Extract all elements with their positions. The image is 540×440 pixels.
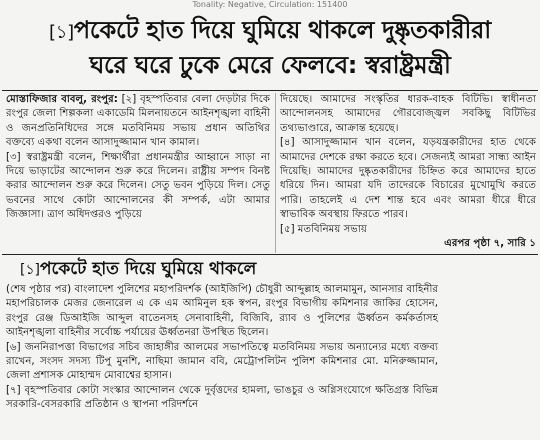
continuation-column [6,283,438,413]
continuation-headline-text: পকেটে হাত দিয়ে ঘুমিয়ে থাকলে [40,259,257,279]
column-divider [275,93,276,253]
paragraph-3: [৪] আসাদুজ্জামান খান বলেন, যড়যন্ত্রকারীদের হাত থেকে আমাদের দেশকে রক্ষা করতে হবে। সেজন্যই আমরা সান্ধ্য আইন দিয়েছি। আমাদের দুষ্কৃতকারীদের চিহ্নিত করে আমাদের হাতে ধরিয়ে দিন। আমরা যদি তাদেরকে বিচারের মুখোমুখি করতে পারি। তাহলেই এ দেশ শান্ত হবে এবং আমরা ধীরে ধীরে স্বাভাবিক অবস্থায় ফিরতে পারব। [280,137,536,221]
continuation-paragraph-1: (শেষ পৃষ্ঠার পর) বাংলাদেশ পুলিশের মহাপরিদর্শক (আইজিপি) চৌধুরী আব্দুল্লাহ আলমামুন, আনসার বাহিনীর মহাপরিচালক মেজর জেনারেল এ কে এম আমিনুল হক স্বপন, রংপুর বিভাগীয় কমিশনার জাকির হোসেন, রংপুর রেঞ্জ ডিআইজি আব্দুল বাতেনসহ সেনাবাহিনী, বিজিবি, র‍্যাব ও পুলিশের ঊর্ধ্বতন কর্মকর্তাসহ আইনশৃঙ্খলা বাহিনীর সর্বোচ্চ পর্যায়ের ঊর্ধ্বতনরা উপস্থিত ছিলেন। [6,284,438,339]
continuation-headline [20,258,500,281]
headline-rule [2,90,538,91]
headline-line-1-text: পকেটে হাত দিয়ে ঘুমিয়ে থাকলে দুষ্কৃতকারীরা [73,16,491,44]
byline: মোস্তাফিজার বাবলু, রংপুর: [6,94,118,105]
headline-line-2: ঘরে ঘরে ঢুকে মেরে ফেলবে: স্বরাষ্ট্রমন্ত্রী [89,51,451,79]
paragraph-marker: [১] [49,22,74,43]
paragraph-4: [৫] মতবিনিময় সভায় [280,223,367,235]
paragraph-1 [6,93,270,151]
paragraph-2-cont: দিয়েছে। আমাদের সংস্কৃতির ধারক-বাহক বিটিভি। স্বাধীনতা আন্দোলনসহ আমাদের গৌরবোজ্জ্বল সবকিছু বিটিভির তথ্যভাণ্ডারে, আক্রান্ত হয়েছে। [280,94,536,134]
continued-on-note: এরপর পৃষ্ঠা ৭, সারি ১ [444,238,536,250]
continuation-marker: [১] [20,262,41,278]
continuation-paragraph-2: [৬] জননিরাপত্তা বিভাগের সচিব জাহাঙ্গীর আলমের সভাপতিত্বে মতবিনিময় সভায় অন্যান্যের মধ্যে বক্তব্য রাখেন, সংসদ সদস্য টিপু মুনশি, নাছিমা জামান ববি, মেট্রোপলিটন পুলিশ কমিশনার মো. মনিরুজ্জামান, জেলা প্রশাসক মোহাম্মদ মোবাশ্বের হাসান। [6,341,438,382]
paragraph-2: [৩] স্বরাষ্ট্রমন্ত্রী বলেন, শিক্ষার্থীরা প্রধানমন্ত্রীর আহ্বানে সাড়া না দিয়ে ভাড়াটের আন্দোলন শুরু করে দিলেন। রাষ্ট্রীয় সম্পদ বিনষ্ট করার আন্দোলন শুরু করে দিলেন। সেতু ভবন পুড়িয়ে দিল। সেতু ভবনের সাথে কোটা আন্দোলনের কী সম্পর্ক, এটা আমার জিজ্ঞাসা। ত্রাণ অধিদপ্তরও পুড়িয়ে [6,151,270,221]
headline-line-1 [6,14,534,49]
article-headline [6,14,534,82]
section-separator [2,254,538,255]
article-column-right [280,93,536,251]
paragraph-1-text: [২] বৃহস্পতিবার বেলা দেড়টার দিকে রংপুর জেলা শিল্পকলা একাডেমি মিলনায়তনে আইনশৃঙ্খলা বাহিনী ও জনপ্রতিনিধিদের সঙ্গে মতবিনিময় সভায় প্রধান অতিথির বক্তব্যে একথা বলেন আসাদুজ্জামান খান কামাল। [6,94,270,149]
blank-area [444,283,536,440]
publication-info: Tonality: Negative, Circulation: 151400 [192,0,348,9]
article-column-left [6,93,270,223]
continuation-paragraph-3: [৭] বৃহস্পতিবার কোটা সংস্কার আন্দোলন থেকে দুর্বৃত্তদের হামলা, ভাঙচুর ও অগ্নিসংযোগে ক্ষতিগ্রস্ত বিভিন্ন সরকারি-বেসরকারি প্রতিষ্ঠান ও স্থাপনা পরিদর্শনে [6,384,438,411]
